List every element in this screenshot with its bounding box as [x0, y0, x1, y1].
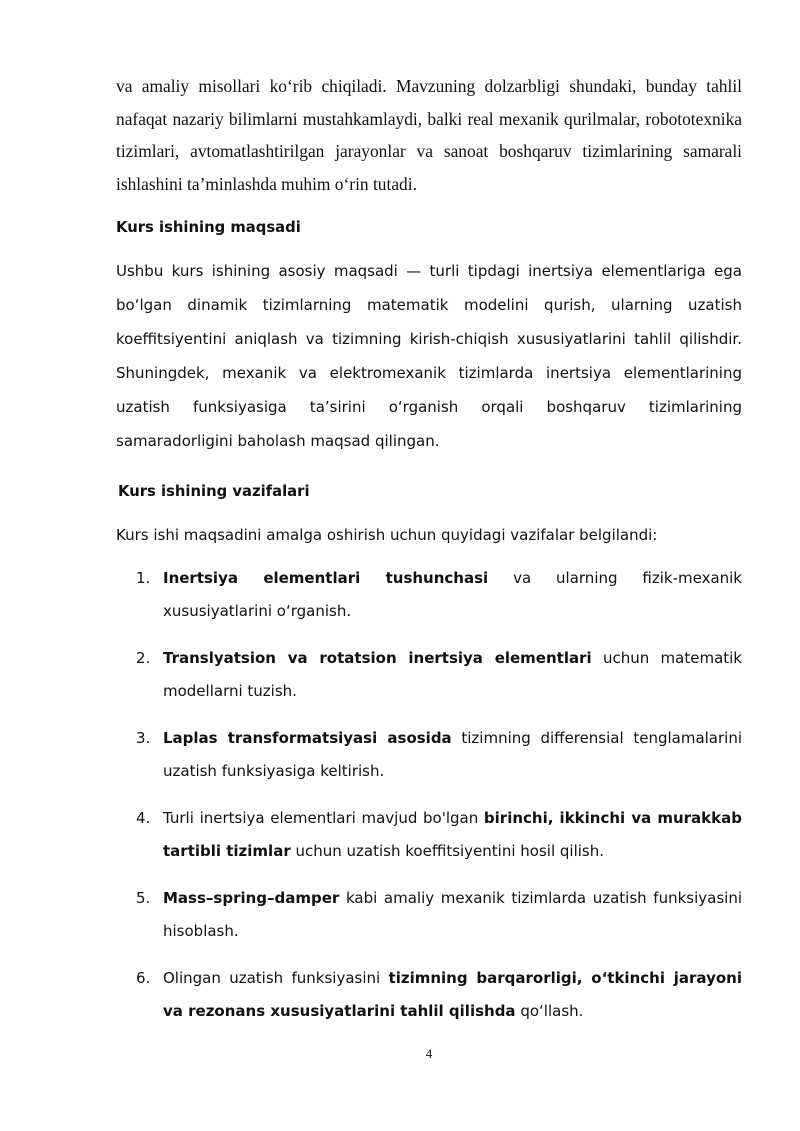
- goal-heading: Kurs ishining maqsadi: [116, 219, 301, 236]
- list-item-text: qo‘llash.: [515, 1002, 584, 1020]
- list-item-text: tizimning differensial tenglamalarini uzatish funksiyasiga keltirish.: [163, 729, 743, 780]
- list-item-number: 5.: [136, 889, 151, 907]
- list-item-text: va ularning fizik-mexanik xususiyatlarini o‘rganish.: [163, 569, 742, 620]
- list-item-text: uchun uzatish koeffitsiyentini hosil qilish.: [290, 842, 604, 860]
- list-item: [116, 562, 742, 628]
- goal-paragraph: Ushbu kurs ishining asosiy maqsadi — turli tipdagi inertsiya elementlariga ega bo‘lgan dinamik tizimlarning matematik modelini qurish, ularning uzatish koeffitsiyentini aniqlash va tizimning kirish-chiqish xususiyatlarini tahlil qilishdir. Shuningdek, mexanik va elektromexanik tizimlarda inertsiya elementlarining uzatish funksiyasiga ta’sirini o‘rganish orqali boshqaruv tizimlarining samaradorligini baholash maqsad qilingan.: [116, 262, 742, 450]
- tasks-intro: Kurs ishi maqsadini amalga oshirish uchun quyidagi vazifalar belgilandi:: [116, 526, 658, 544]
- list-item-text: kabi amaliy mexanik tizimlarda uzatish funksiyasini hisoblash.: [163, 889, 742, 940]
- list-item-bold-text: Inertsiya elementlari tushunchasi: [163, 569, 489, 587]
- list-item: [116, 882, 742, 948]
- list-item-number: 3.: [136, 729, 151, 747]
- list-item: [116, 642, 742, 708]
- list-item: [116, 722, 742, 788]
- list-item: [116, 962, 742, 1028]
- list-item-text: Turli inertsiya elementlari mavjud bo'lgan: [163, 809, 484, 827]
- list-item-bold-text: tizimning barqarorligi, o‘tkinchi jarayoni va rezonans xususiyatlarini tahlil qilishda: [163, 969, 742, 1020]
- list-item-text: Olingan uzatish funksiyasini: [163, 969, 389, 987]
- list-item-bold-text: Laplas transformatsiyasi asosida: [163, 729, 452, 747]
- list-item: [116, 802, 742, 868]
- tasks-list: [116, 562, 742, 1042]
- list-item-bold-text: birinchi, ikkinchi va murakkab tartibli tizimlar: [163, 809, 742, 860]
- list-item-number: 6.: [136, 969, 151, 987]
- list-item-number: 2.: [136, 649, 151, 667]
- intro-paragraph: va amaliy misollari ko‘rib chiqiladi. Mavzuning dolzarbligi shundaki, bunday tahlil nafaqat nazariy bilimlarni mustahkamlaydi, balki real mexanik qurilmalar, robototexnika tizimlari, avtomatlashtirilgan jarayonlar va sanoat boshqaruv tizimlarining samarali ishlashini ta’minlashda muhim o‘rin tutadi.: [116, 76, 742, 194]
- page-number: 4: [425, 1046, 433, 1061]
- list-item-text: uchun matematik modellarni tuzish.: [163, 649, 742, 700]
- list-item-bold-text: Mass–spring–damper: [163, 889, 340, 907]
- list-item-number: 1.: [136, 569, 151, 587]
- list-item-number: 4.: [136, 809, 151, 827]
- tasks-heading: Kurs ishining vazifalari: [118, 483, 310, 500]
- list-item-bold-text: Translyatsion va rotatsion inertsiya elementlari: [163, 649, 592, 667]
